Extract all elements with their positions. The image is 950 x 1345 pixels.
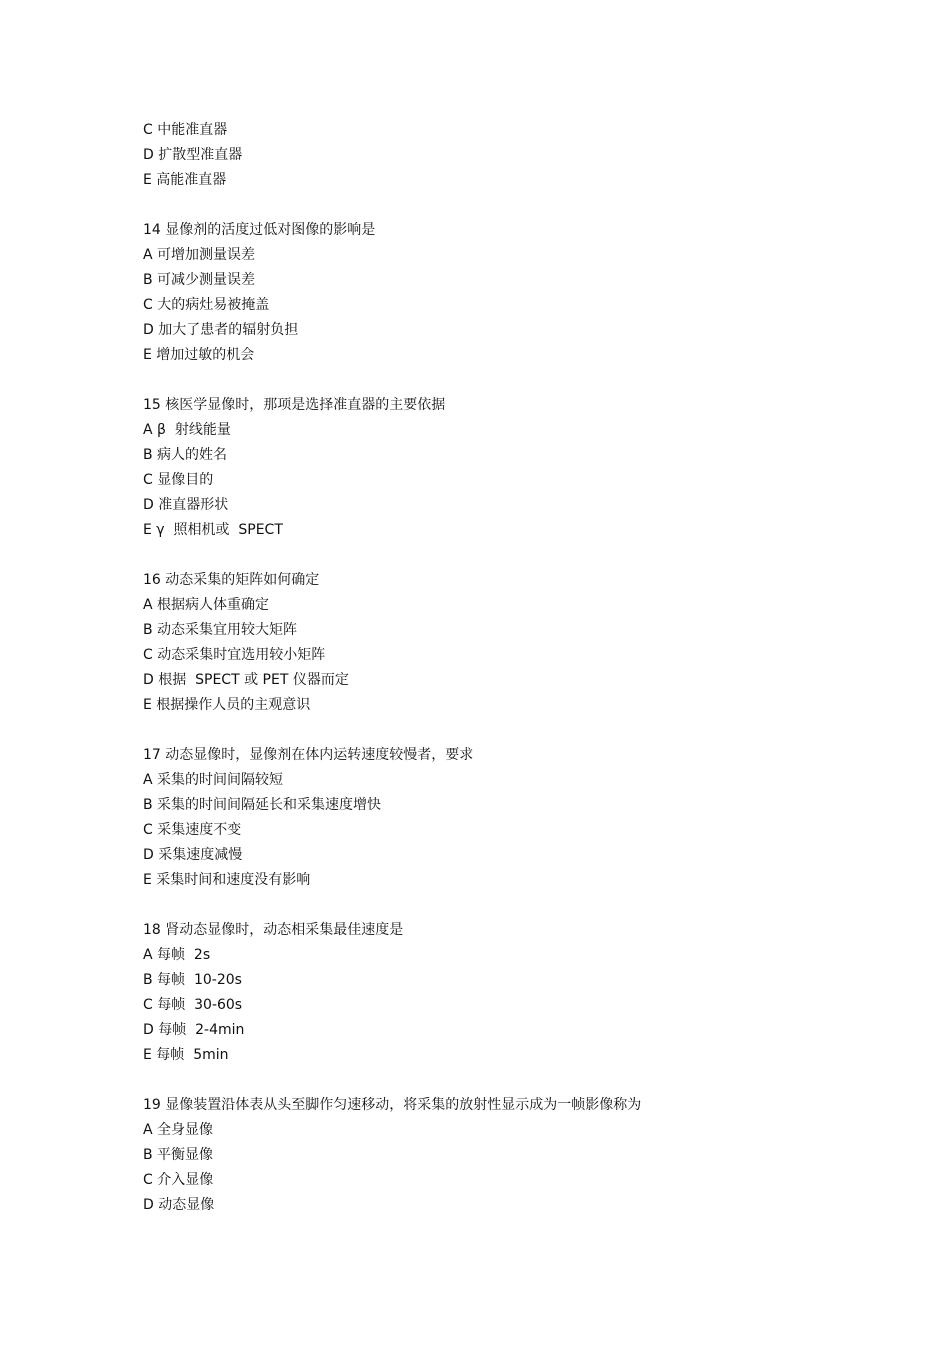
answer-option: C 每帧 30-60s: [143, 997, 243, 1013]
answer-option: B 可减少测量误差: [143, 272, 256, 288]
question-block: [143, 218, 863, 368]
answer-option: B 每帧 10-20s: [143, 972, 242, 988]
answer-option: A β 射线能量: [143, 422, 231, 438]
answer-option: B 采集的时间间隔延长和采集速度增快: [143, 797, 382, 813]
answer-option: C 中能准直器: [143, 122, 228, 138]
answer-option: A 全身显像: [143, 1122, 214, 1138]
question-text: 19 显像装置沿体表从头至脚作匀速移动，将采集的放射性显示成为一帧影像称为: [143, 1097, 642, 1113]
answer-option: E γ 照相机或 SPECT: [143, 522, 283, 538]
answer-option: B 动态采集宜用较大矩阵: [143, 622, 298, 638]
answer-option: D 采集速度减慢: [143, 847, 243, 863]
question-list: [143, 118, 863, 1218]
answer-option: A 采集的时间间隔较短: [143, 772, 284, 788]
answer-option: C 显像目的: [143, 472, 214, 488]
answer-option: D 准直器形状: [143, 497, 229, 513]
question-block: [143, 568, 863, 718]
answer-option: E 每帧 5min: [143, 1047, 229, 1063]
question-text: 18 肾动态显像时，动态相采集最佳速度是: [143, 922, 404, 938]
answer-option: E 增加过敏的机会: [143, 347, 255, 363]
answer-option: C 采集速度不变: [143, 822, 242, 838]
answer-option: D 加大了患者的辐射负担: [143, 322, 299, 338]
question-text: 16 动态采集的矩阵如何确定: [143, 572, 320, 588]
question-text: 17 动态显像时，显像剂在体内运转速度较慢者，要求: [143, 747, 474, 763]
question-block: [143, 393, 863, 543]
answer-option: E 采集时间和速度没有影响: [143, 872, 311, 888]
answer-option: C 大的病灶易被掩盖: [143, 297, 270, 313]
answer-option: A 每帧 2s: [143, 947, 211, 963]
question-block: [143, 118, 863, 193]
answer-option: E 高能准直器: [143, 172, 227, 188]
question-block: [143, 1093, 863, 1218]
answer-option: B 平衡显像: [143, 1147, 214, 1163]
answer-option: B 病人的姓名: [143, 447, 228, 463]
answer-option: D 扩散型准直器: [143, 147, 243, 163]
answer-option: D 动态显像: [143, 1197, 215, 1213]
question-text: 14 显像剂的活度过低对图像的影响是: [143, 222, 376, 238]
answer-option: D 根据 SPECT 或 PET 仪器而定: [143, 672, 349, 688]
question-text: 15 核医学显像时，那项是选择准直器的主要依据: [143, 397, 446, 413]
answer-option: E 根据操作人员的主观意识: [143, 697, 311, 713]
answer-option: C 动态采集时宜选用较小矩阵: [143, 647, 326, 663]
question-block: [143, 918, 863, 1068]
answer-option: A 可增加测量误差: [143, 247, 256, 263]
question-block: [143, 743, 863, 893]
answer-option: D 每帧 2-4min: [143, 1022, 245, 1038]
answer-option: C 介入显像: [143, 1172, 214, 1188]
answer-option: A 根据病人体重确定: [143, 597, 270, 613]
